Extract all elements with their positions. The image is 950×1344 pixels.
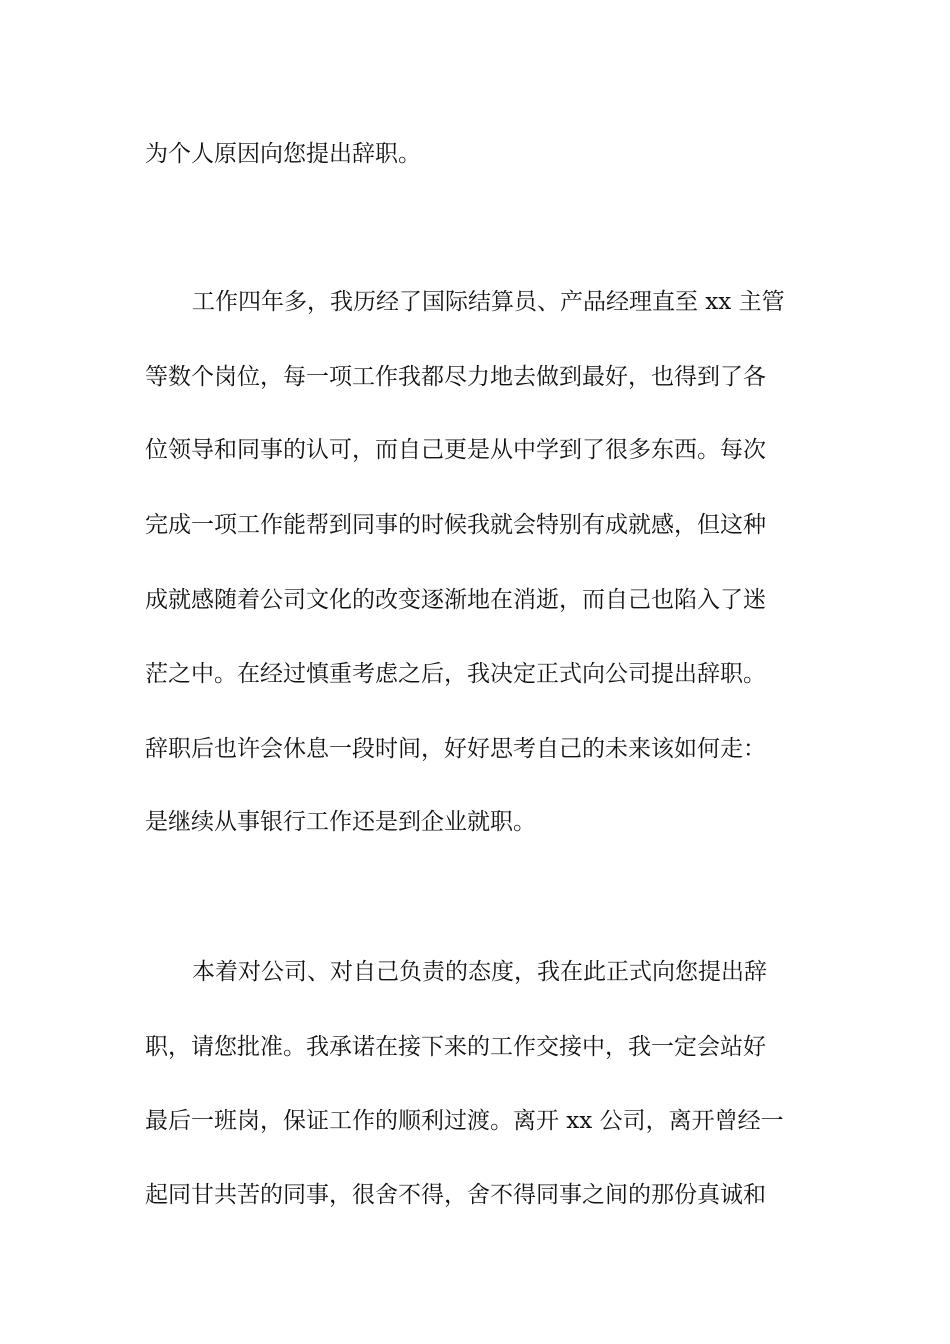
text-line: 成就感随着公司文化的改变逐渐地在消逝，而自己也陷入了迷 [145, 587, 766, 613]
text-line: 是继续从事银行工作还是到企业就职。 [145, 809, 536, 835]
text-line: 茫之中。在经过慎重考虑之后，我决定正式向公司提出辞职。 [145, 661, 766, 687]
text-line: 等数个岗位，每一项工作我都尽力地去做到最好，也得到了各 [145, 364, 766, 390]
text-line: 辞职后也许会休息一段时间，好好思考自己的未来该如何走： [145, 736, 766, 762]
text-line: 位领导和同事的认可，而自己更是从中学到了很多东西。每次 [145, 437, 766, 463]
text-line: 本着对公司、对自己负责的态度，我在此正式向您提出辞 [192, 959, 767, 985]
text-line: 为个人原因向您提出辞职。 [145, 141, 421, 167]
text-line: 最后一班岗，保证工作的顺利过渡。离开 xx 公司，离开曾经一 [145, 1108, 784, 1134]
text-line: 起同甘共苦的同事，很舍不得，舍不得同事之间的那份真诚和 [145, 1182, 766, 1208]
text-line: 职，请您批准。我承诺在接下来的工作交接中，我一定会站好 [145, 1034, 766, 1060]
text-line: 工作四年多，我历经了国际结算员、产品经理直至 xx 主管 [192, 289, 785, 315]
text-line: 完成一项工作能帮到同事的时候我就会特别有成就感，但这种 [145, 512, 766, 538]
